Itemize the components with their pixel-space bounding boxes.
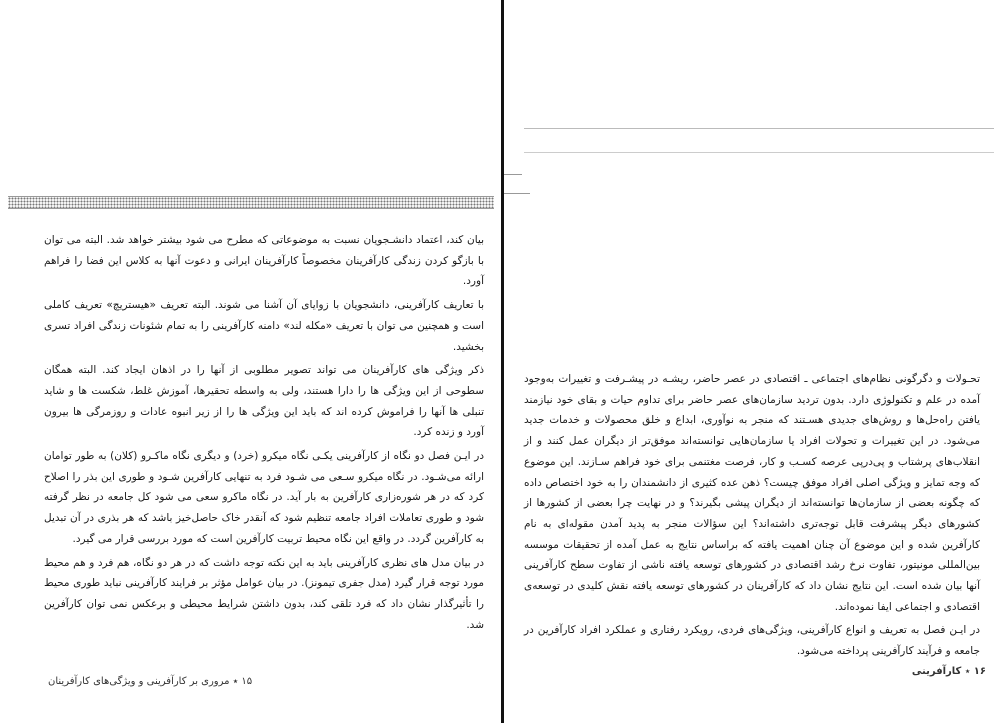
paragraph: در ایـن فصل دو نگاه از کارآفرینی یکـی نگاه میکرو (خرد) و دیگری نگاه ماکـرو (کلان) به طور توامان ارائه می‌شـود. در نگاه میکرو سـعی می شـود فرد به تنهایی کارآفرین شـود و طوری این بذر را اصلاح کرد که در هر شوره‌زاری کارآفرین به بار آید. در نگاه ماکرو سعی می شود کل جامعه در نظر گرفته شود و طوری تعاملات افراد جامعه تنظیم شود که آنقدر خاک حاصل‌خیز باشد که هر بذری در آن تبدیل به کارآفرین گردد. در واقع این نگاه محیط تربیت کارآفرین است که مورد بررسی قرار می گیرد. — [44, 450, 484, 545]
right-page-body — [524, 369, 980, 665]
paragraph: تحـولات و دگرگونی نظام‌های اجتماعی ـ اقتصادی در عصر حاضر، ریشـه در پیشـرفت و تغییرات به‌وجود آمده در علم و تکنولوژی دارد. بدون تردید سازمان‌های عصر حاضر برای تداوم حیات و بقای خود نیازمند یافتن راه‌حل‌ها و روش‌های جدیدی هسـتند که منجر به نوآوری، ابداع و خلق محصولات و خدمات جدید می‌شود. در این تغییرات و تحولات افراد یا سازمان‌هایی توانسته‌اند موفق‌تر از دیگران عمل کنند و از انقلاب‌های پرشتاب و پی‌درپی عرصه کسـب و کار، فرصت مغتنمی برای خود فراهم سـازند. این موضوع که وجه تمایز و ویژگی اصلی افراد موفق چیست؟ ذهن عده کثیری از دانشمندان را به خود اختصاص داده که چگونه بعضی از سازمان‌ها توانسته‌اند از دیگران پیشی بگیرند؟ و در نهایت چرا بعضی از کشورها از کشورهای دیگر پیشرفت قابل توجه‌تری داشته‌اند؟ این سؤالات منجر به پدید آمدن مقوله‌ای به نام کارآفرین شده و این موضوع آن چنان اهمیت یافته که براساس نتایج به عمل آمده از تحقیقات موسسه بین‌المللی مونیتور، تفاوت نرخ رشد اقتصادی در کشورهای توسعه یافته ناشی از تفاوت سطح کارآفرینی آنها بیان شده است. این نتایج نشان داد که کارآفرینان در کشورهای توسعه یافته نقش کلیدی در توسعه‌ی اقتصادی و اجتماعی ایفا نموده‌اند. — [524, 373, 980, 613]
right-page-footer — [836, 666, 986, 677]
paragraph: بیان کند، اعتماد دانشـجویان نسبت به موضوعاتی که مطرح می شود بیشتر خواهد شد. البته می توان با بازگو کردن زندگی کارآفرینان مخصوصاً کارآفرینان ایرانی و دعوت آنها به کلاس این فضا را فراهم آورد. — [44, 234, 484, 288]
scan-dotted-band — [8, 196, 494, 209]
paragraph: ذکر ویژگی های کارآفرینان می تواند تصویر مطلوبی از آنها را در اذهان ایجاد کند. البته همگان سطوحی از این ویژگی ها را دارا هستند، ولی به واسطه تحقیرها، آموزش غلط، شکست ها و شاید تنبلی ها آنها را فراموش کرده اند که باید این ویژگی ها را از زیر انبوه عادات و روزمرگی ها بیرون آورد و زنده کرد. — [44, 364, 484, 439]
scan-artifact-line — [524, 128, 994, 129]
paragraph: با تعاریف کارآفرینی، دانشجویان با زوایای آن آشنا می شوند. البته تعریف «هیستریچ» تعریف کاملی است و همچنین می توان با تعریف «مکله لند» دامنه کارآفرینی را به تمام شئونات زندگی افراد تسری بخشید. — [44, 299, 484, 353]
paragraph: در بیان مدل های نظری کارآفرینی باید به این نکته توجه داشت که در هر دو نگاه، هم فرد و هم محیط مورد توجه قرار گیرد (مدل جفری تیمونز). در بیان عوامل مؤثر بر فرایند کارآفرینی نباید طوری محیط را تأثیرگذار نشان داد که فرد تلقی کند، بدون داشتن شرایط محیطی و برعکس نمی توان کارآفرین شد. — [44, 556, 484, 631]
running-footer-right: ۱۶ ٭ کارآفرینی — [911, 666, 986, 677]
scan-artifact-line — [524, 152, 994, 153]
page-gutter — [501, 0, 504, 723]
left-page-body — [44, 230, 484, 638]
scan-artifact-tick — [504, 174, 522, 175]
left-page-footer — [48, 676, 408, 687]
scan-artifact-tick — [504, 193, 530, 194]
running-footer-left: ۱۵ ٭ مروری بر کارآفرینی و ویژگی‌های کارآفرینان — [48, 676, 253, 687]
paragraph: در ایـن فصل به تعریف و انواع کارآفرینی، ویژگی‌های فردی، رویکرد رفتاری و عملکرد افراد کارآفرین در جامعه و فرآیند کارآفرینی پرداخته می‌شود. — [524, 624, 980, 658]
